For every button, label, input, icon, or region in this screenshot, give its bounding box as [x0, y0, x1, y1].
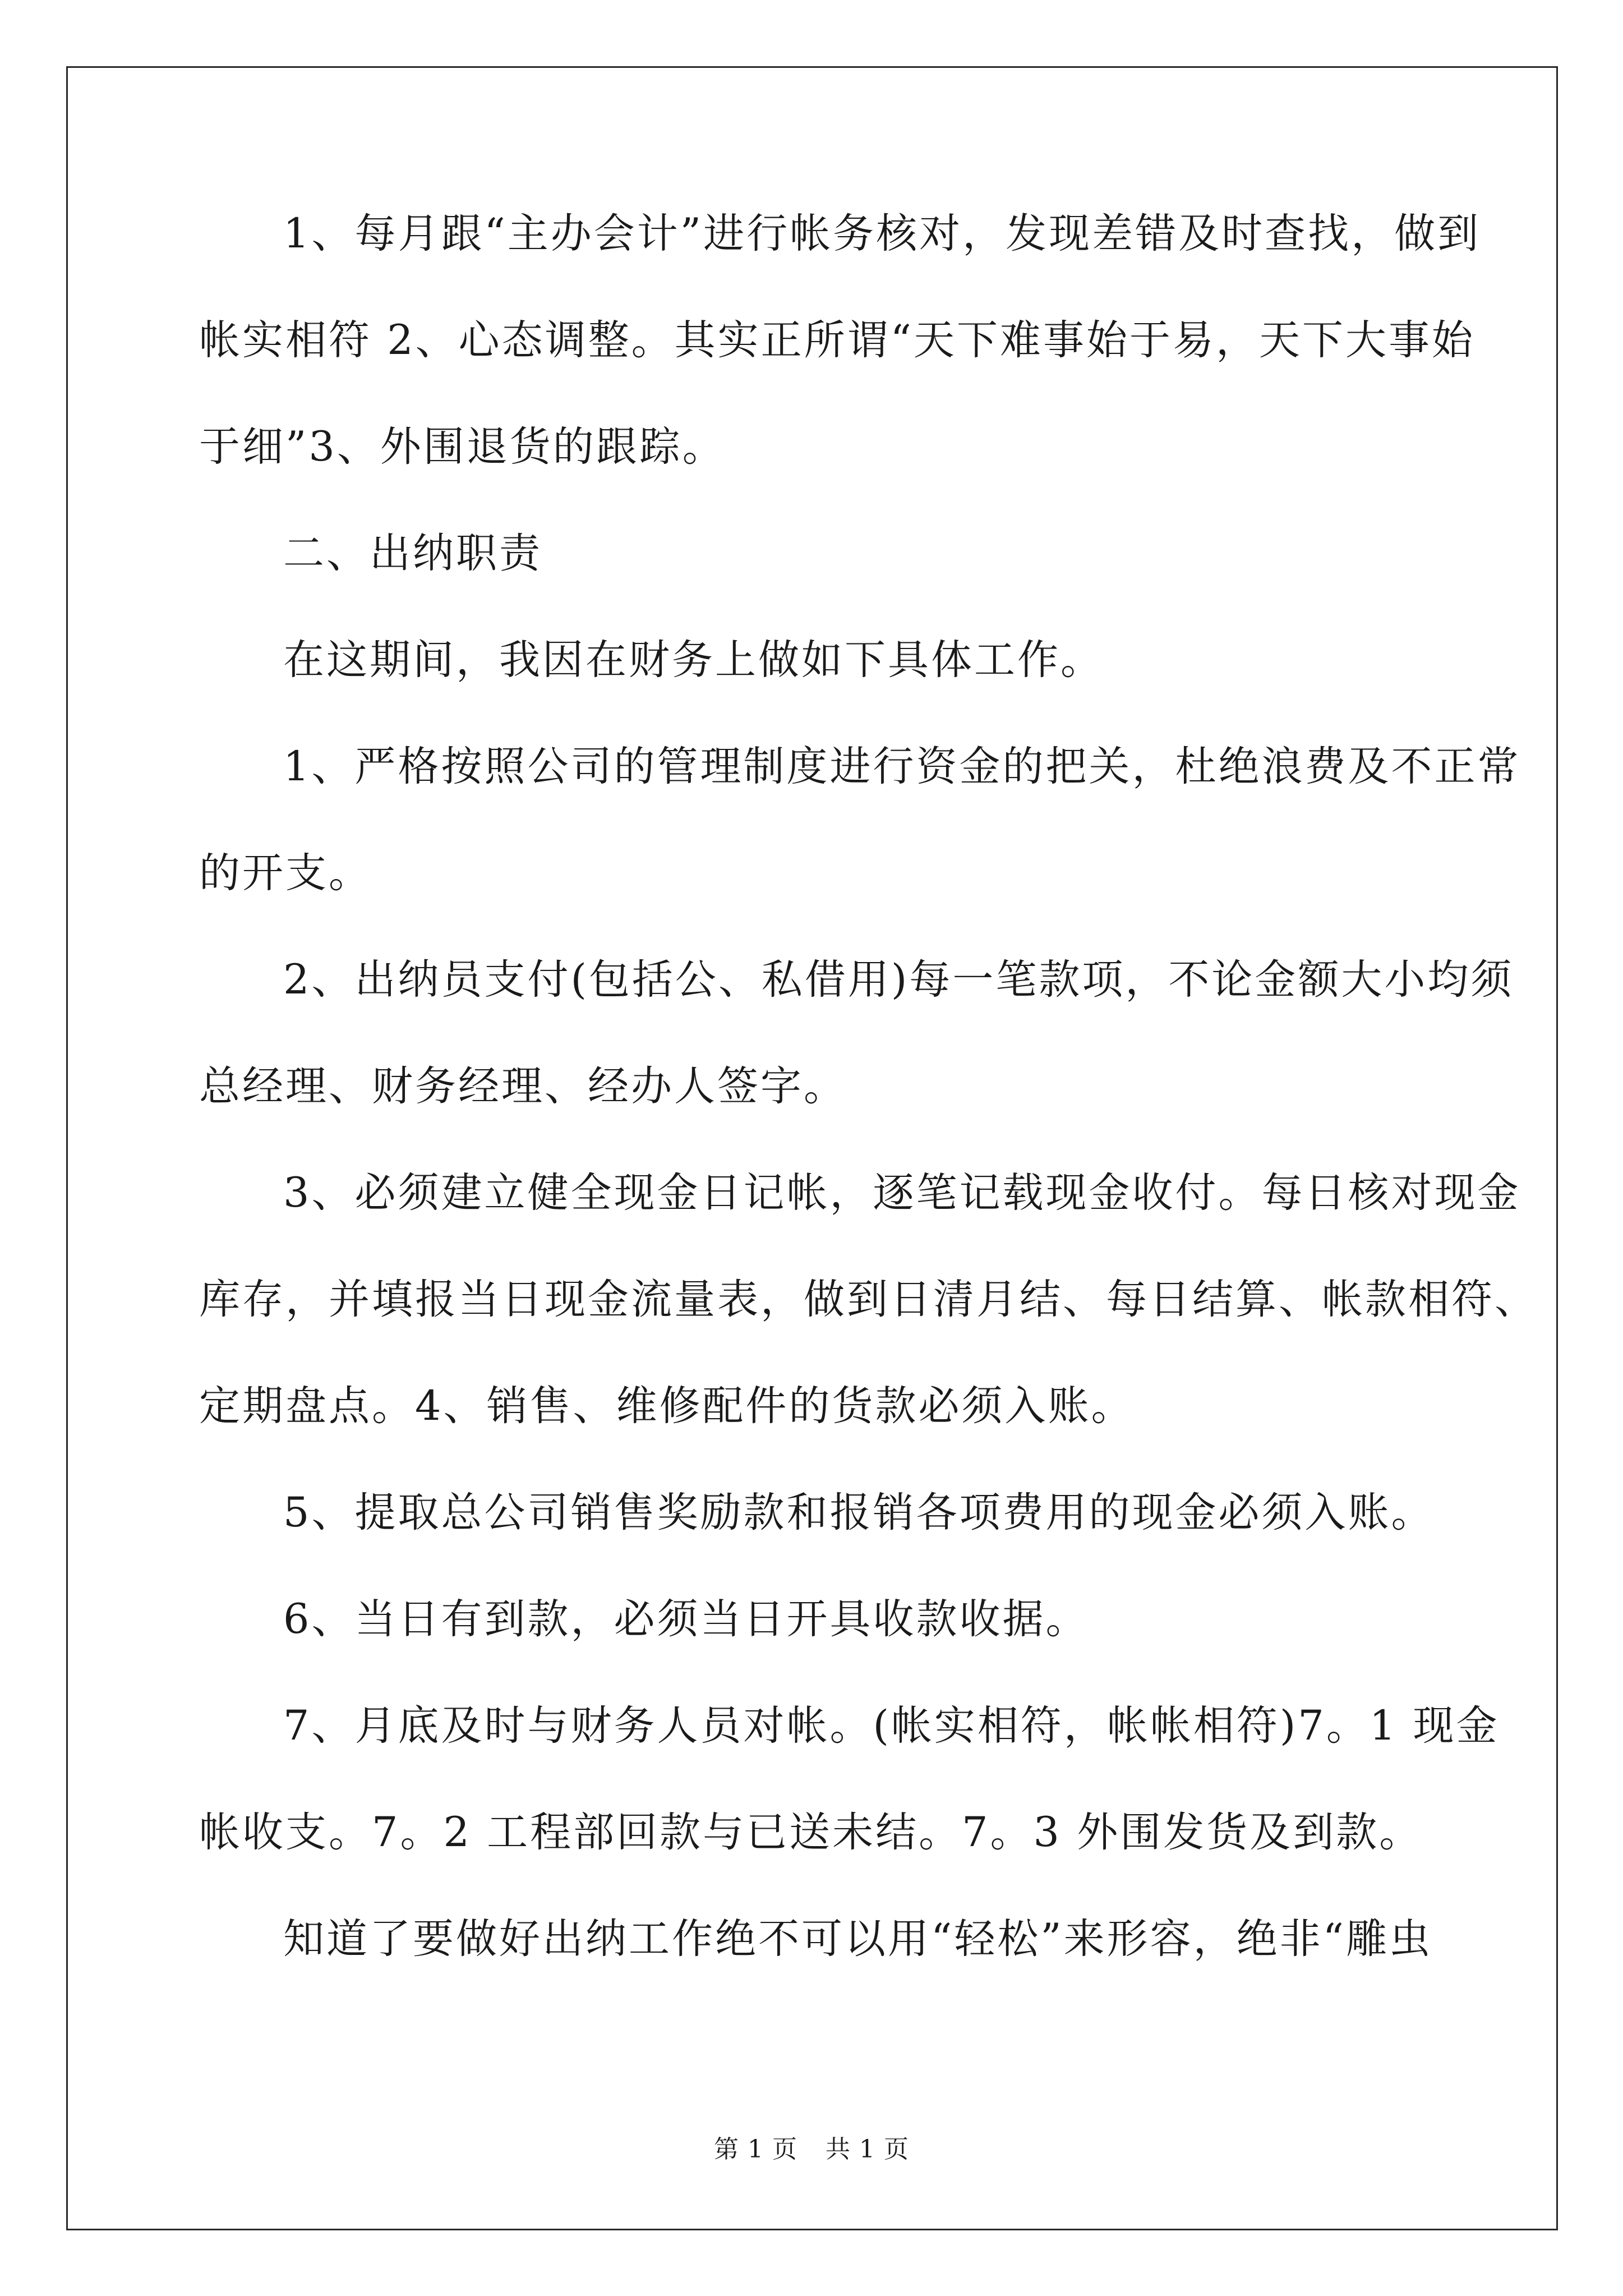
page-number: 第 1 页 [714, 2135, 797, 2164]
page-footer [0, 2129, 1623, 2165]
text-line: 2、出纳员支付(包括公、私借用)每一笔款项，不论金额大小均须 [283, 956, 1514, 1004]
text-line: 总经理、财务经理、经办人签字。 [199, 1062, 847, 1110]
document-body [199, 210, 1538, 2025]
text-line: 知道了要做好出纳工作绝不可以用“轻松”来形容，绝非“雕虫 [283, 1915, 1432, 1963]
page-total: 共 1 页 [826, 2135, 909, 2164]
text-line: 帐收支。7。2 工程部回款与已送未结。7。3 外围发货及到款。 [199, 1809, 1423, 1856]
text-line: 3、必须建立健全现金日记帐，逐笔记载现金收付。每日核对现金 [283, 1169, 1521, 1217]
text-line: 7、月底及时与财务人员对帐。(帐实相符，帐帐相符)7。1 现金 [283, 1702, 1500, 1750]
text-line: 帐实相符 2、心态调整。其实正所谓“天下难事始于易，天下大事始 [199, 316, 1475, 364]
text-line: 的开支。 [199, 849, 372, 897]
text-line: 在这期间，我因在财务上做如下具体工作。 [283, 636, 1104, 684]
text-line: 1、每月跟“主办会计”进行帐务核对，发现差错及时查找，做到 [283, 210, 1481, 257]
text-line: 库存，并填报当日现金流量表，做到日清月结、每日结算、帐款相符、 [199, 1276, 1538, 1323]
text-line: 1、严格按照公司的管理制度进行资金的把关，杜绝浪费及不正常 [283, 743, 1521, 790]
text-line: 5、提取总公司销售奖励款和报销各项费用的现金必须入账。 [283, 1489, 1435, 1536]
text-line: 6、当日有到款，必须当日开具收款收据。 [283, 1595, 1089, 1643]
section-heading: 二、出纳职责 [283, 530, 542, 577]
text-line: 定期盘点。4、销售、维修配件的货款必须入账。 [199, 1382, 1135, 1430]
text-line: 于细”3、外围退货的跟踪。 [199, 423, 726, 471]
